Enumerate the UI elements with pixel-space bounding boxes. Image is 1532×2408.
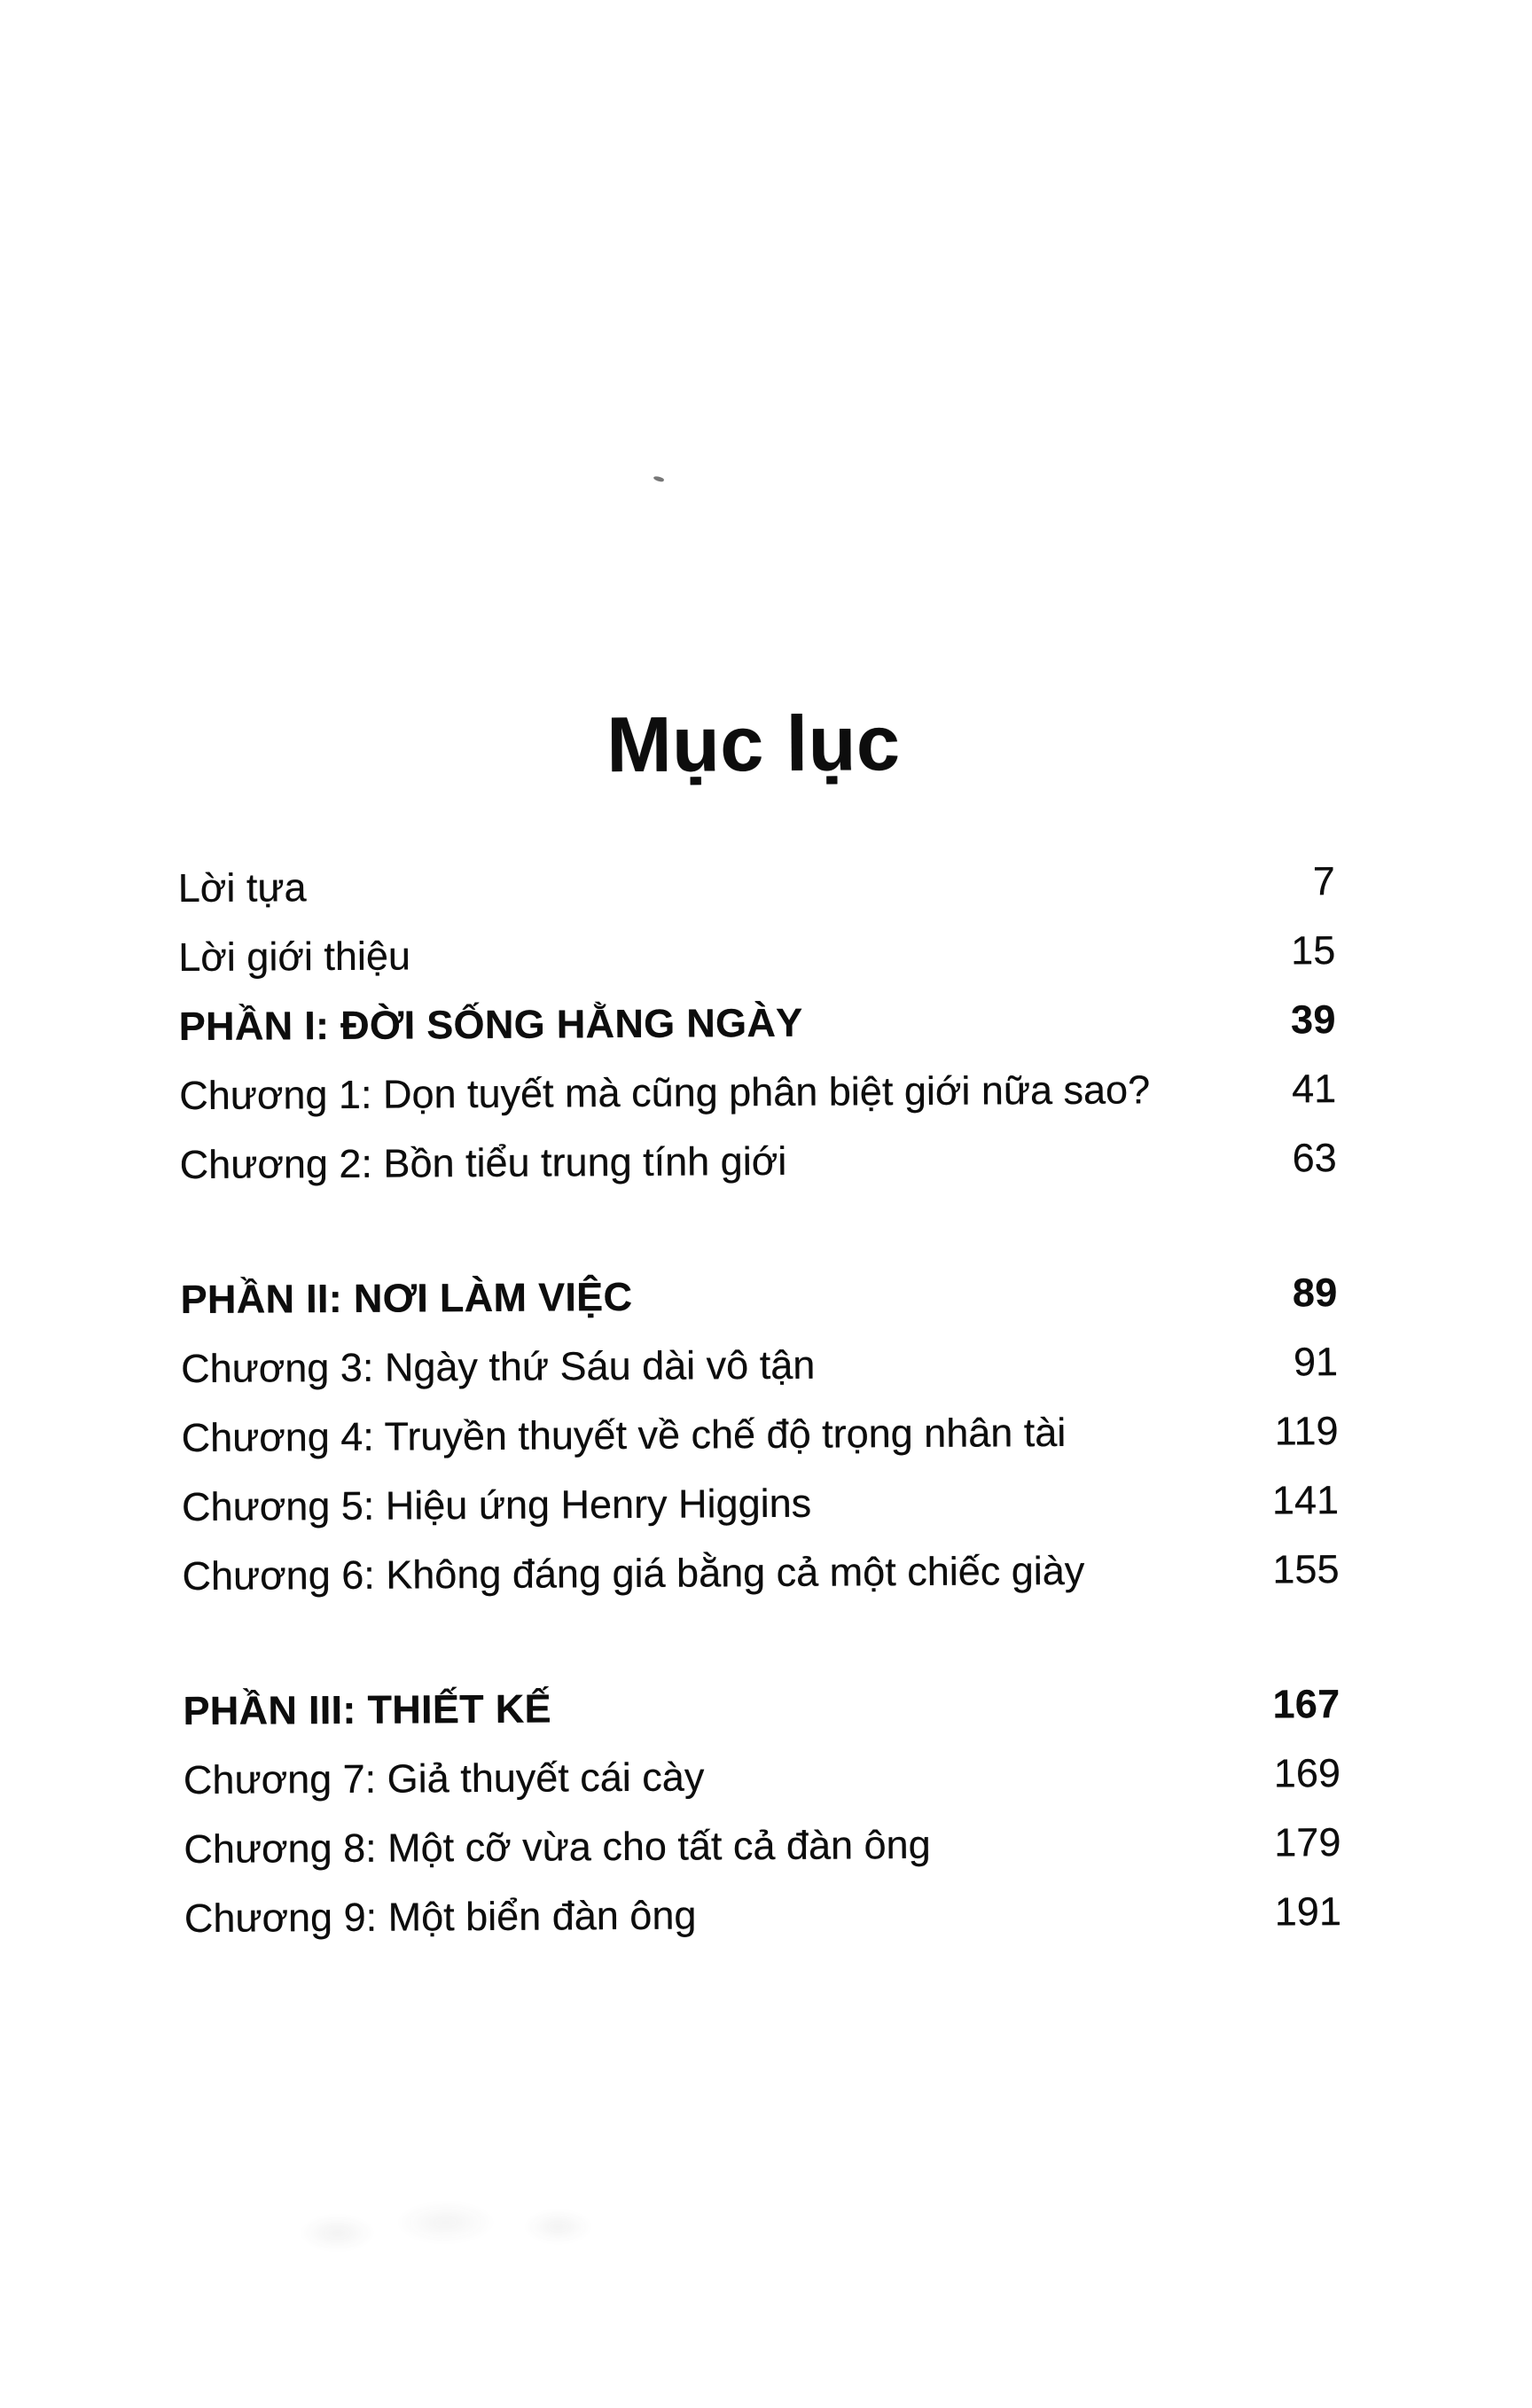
toc-chapter-row [179,1068,1336,1145]
toc-chapter-row [182,1546,1340,1625]
toc-entry-label: Lời tựa [177,864,307,911]
toc-entry-page-number: 191 [1274,1888,1342,1935]
toc-chapter-row [179,1135,1337,1214]
toc-entry-label: PHẦN II: NƠI LÀM VIỆC [180,1273,633,1323]
toc-entry-label: PHẦN III: THIẾT KẾ [183,1685,552,1734]
toc-entry-label: PHẦN I: ĐỜI SỐNG HẰNG NGÀY [178,999,803,1050]
toc-entry-page-number: 15 [1291,927,1336,973]
toc-entry-page-number: 41 [1291,1066,1337,1112]
toc-chapter-row [181,1341,1338,1418]
toc-chapter-row [181,1408,1339,1487]
toc-entry-label: Chương 2: Bồn tiểu trung tính giới [179,1138,787,1188]
toc-entry-page-number: 63 [1292,1135,1337,1181]
toc-entry-page-number: 89 [1292,1270,1338,1316]
toc-chapter-row [181,1477,1340,1556]
toc-chapter-row [178,927,1336,1006]
toc-entry-label: Chương 3: Ngày thứ Sáu dài vô tận [180,1341,816,1392]
toc-entry-label: Chương 7: Giả thuyết cái cày [183,1754,705,1803]
toc-entry-page-number: 169 [1273,1750,1341,1796]
toc-entry-label: Chương 6: Không đáng giá bằng cả một chiếc giày [182,1547,1085,1599]
toc-chapter-row [184,1888,1342,1967]
page-title: Mục lục [606,699,901,789]
toc-entry-page-number: 141 [1271,1477,1340,1523]
toc-entry-label: Chương 4: Truyền thuyết về chế độ trọng nhân tài [181,1409,1067,1461]
toc-chapter-row [183,1750,1341,1829]
toc-entry-label: Chương 9: Một biển đàn ông [184,1892,697,1942]
toc-chapter-row [184,1819,1341,1898]
toc-chapter-row [177,858,1335,937]
toc-section-row [181,1272,1338,1349]
toc-section-row [183,1681,1340,1760]
page-show-through-artifact [246,2177,663,2278]
toc-entry-page-number: 7 [1312,858,1335,904]
toc-entry-label: Chương 1: Dọn tuyết mà cũng phân biệt giới nữa sao? [179,1067,1151,1119]
toc-entry-page-number: 39 [1290,997,1336,1043]
toc-section-row [179,999,1336,1075]
scan-speck-artifact [653,475,665,482]
toc-entry-page-number: 179 [1274,1819,1341,1865]
toc-entry-label: Lời giới thiệu [178,933,411,981]
toc-entry-page-number: 119 [1274,1408,1339,1454]
toc-entry-label: Chương 8: Một cỡ vừa cho tất cả đàn ông [184,1821,931,1872]
toc-entry-label: Chương 5: Hiệu ứng Henry Higgins [181,1480,812,1530]
toc-entry-page-number: 91 [1293,1339,1339,1385]
toc-entry-page-number: 167 [1272,1681,1340,1727]
toc-entry-page-number: 155 [1272,1546,1340,1592]
toc-list [177,858,1342,1967]
